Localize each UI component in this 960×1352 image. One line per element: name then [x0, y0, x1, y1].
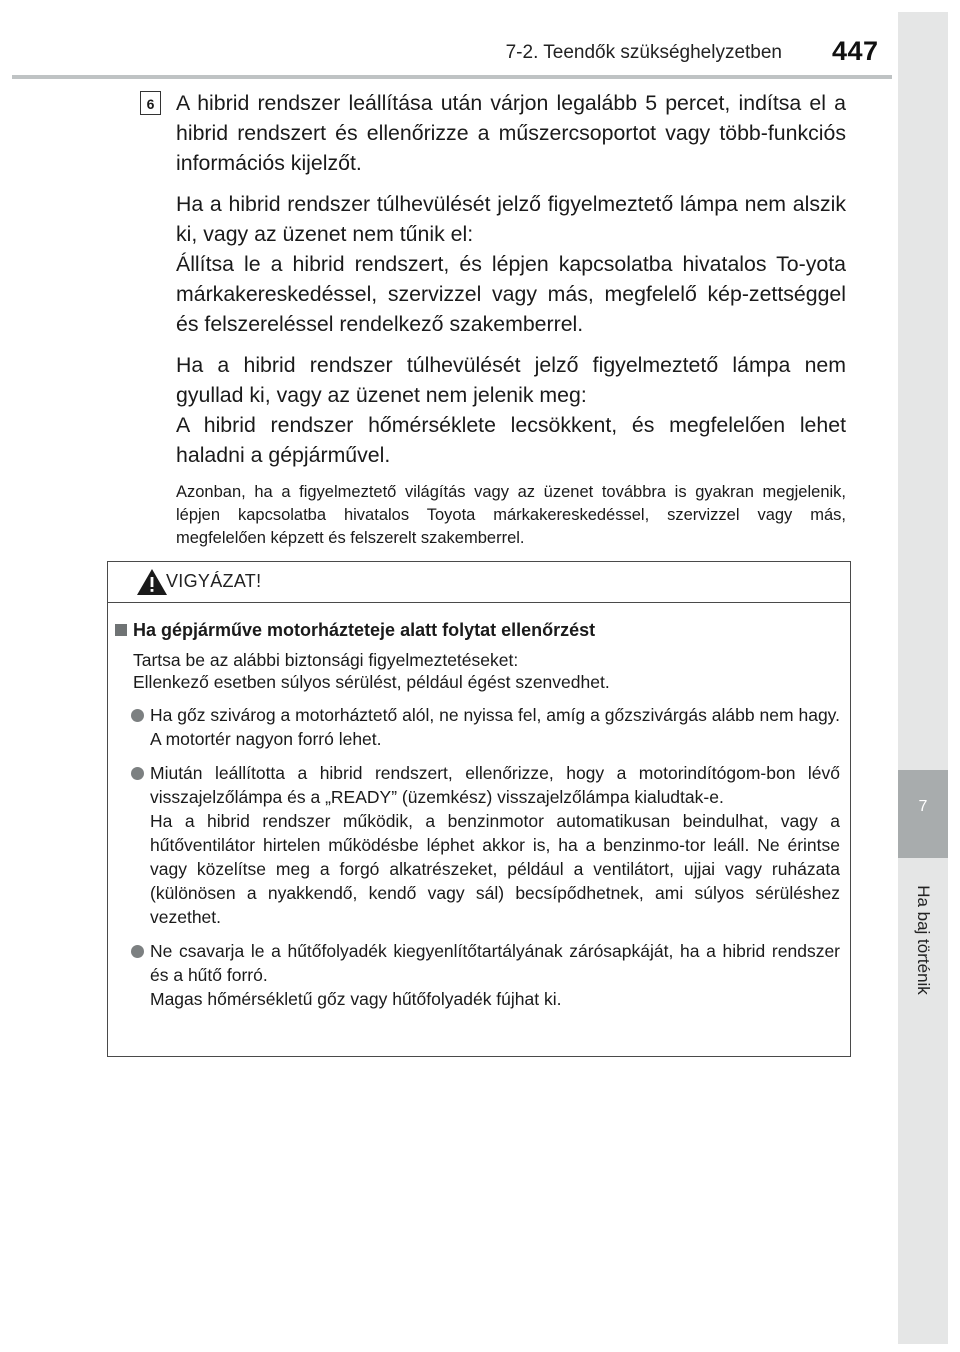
- square-bullet-icon: [115, 624, 127, 636]
- chapter-tab: [898, 770, 948, 858]
- chapter-sidebar: [898, 12, 948, 1344]
- warning-intro-line: Tartsa be az alábbi biztonsági figyelmeztetéseket:: [133, 650, 519, 670]
- warning-triangle-icon: [136, 567, 168, 597]
- step-paragraph: Ha a hibrid rendszer túlhevülését jelző figyelmeztető lámpa nem gyullad ki, vagy az üzenet nem jelenik meg:: [176, 353, 846, 407]
- step-note: Azonban, ha a figyelmeztető világítás vagy az üzenet továbbra is gyakran megjelenik, lépjen kapcsolatba hivatalos Toyota márkakereskedéssel, szervizzel vagy más, megfelelően képzett és felszerelt szakemberrel.: [176, 483, 846, 547]
- page-number: 447: [832, 36, 879, 66]
- chapter-title: Ha baj történik: [914, 885, 933, 995]
- warning-bullet: [115, 939, 840, 1011]
- step-paragraph: A hibrid rendszer hőmérséklete lecsökkent, és megfelelően lehet haladni a gépjárművel.: [176, 413, 846, 467]
- bullet-line: Ha gőz szivárog a motorháztető alól, ne nyissa fel, amíg a gőzszivárgás alább nem hagy. A motortér nagyon forró lehet.: [150, 705, 840, 749]
- bullet-line: Miután leállította a hibrid rendszert, ellenőrizze, hogy a motorindítógom-bon lévő visszajelzőlámpa és a „READY” (üzemkész) visszajelzőlámpa kialudtak-e.: [150, 763, 840, 807]
- chapter-number: 7: [918, 798, 928, 815]
- warning-title: VIGYÁZAT!: [166, 571, 262, 591]
- step-paragraph: Állítsa le a hibrid rendszert, és lépjen kapcsolatba hivatalos To-yota márkakereskedéssel, szervizzel vagy más, megfelelő kép-zettséggel és felszereléssel rendelkező szakemberrel.: [176, 252, 846, 336]
- step-paragraph: Ha a hibrid rendszer túlhevülését jelző figyelmeztető lámpa nem alszik ki, vagy az üzenet nem tűnik el:: [176, 192, 846, 246]
- warning-header: [108, 562, 850, 603]
- bullet-line: Magas hőmérsékletű gőz vagy hűtőfolyadék fújhat ki.: [150, 989, 562, 1009]
- warning-intro-line: Ellenkező esetben súlyos sérülést, például égést szenvedhet.: [133, 672, 610, 692]
- header-divider: [12, 75, 892, 79]
- warning-box: [107, 561, 851, 1057]
- warning-bullet: [115, 703, 840, 751]
- warning-bullet: [115, 761, 840, 929]
- bullet-line: Ha a hibrid rendszer működik, a benzinmotor automatikusan beindulhat, vagy a hűtőventilátor hirtelen működésbe léphet akkor is, ha a benzinmo-tor leáll. Ne érintse vagy közelítse meg a forgó alkatrészeket, például a ventilátort, ujjai vagy ruházata (különösen a nyakkendő, kendő vagy sál) becsípődhetnek, ami súlyos sérüléshez vezethet.: [150, 811, 840, 927]
- warning-heading-text: Ha gépjárműve motorházteteje alatt folytat ellenőrzést: [133, 620, 596, 640]
- bullet-line: Ne csavarja le a hűtőfolyadék kiegyenlítőtartályának zárósapkáját, ha a hibrid rendszer és a hűtő forró.: [150, 941, 840, 985]
- warning-intro: [133, 649, 840, 693]
- warning-content: [115, 618, 840, 1011]
- chapter-title-container: [898, 870, 948, 1010]
- warning-heading: [115, 618, 840, 642]
- round-bullet-icon: [131, 709, 144, 722]
- step-paragraph: A hibrid rendszer leállítása után várjon legalább 5 percet, indítsa el a hibrid rendszert és ellenőrizze a műszercsoportot vagy több-funkciós információs kijelzőt.: [176, 91, 846, 175]
- round-bullet-icon: [131, 767, 144, 780]
- step-body: [176, 88, 846, 550]
- step-marker: 6: [140, 91, 161, 115]
- round-bullet-icon: [131, 945, 144, 958]
- section-title: 7-2. Teendők szükséghelyzetben: [505, 42, 782, 63]
